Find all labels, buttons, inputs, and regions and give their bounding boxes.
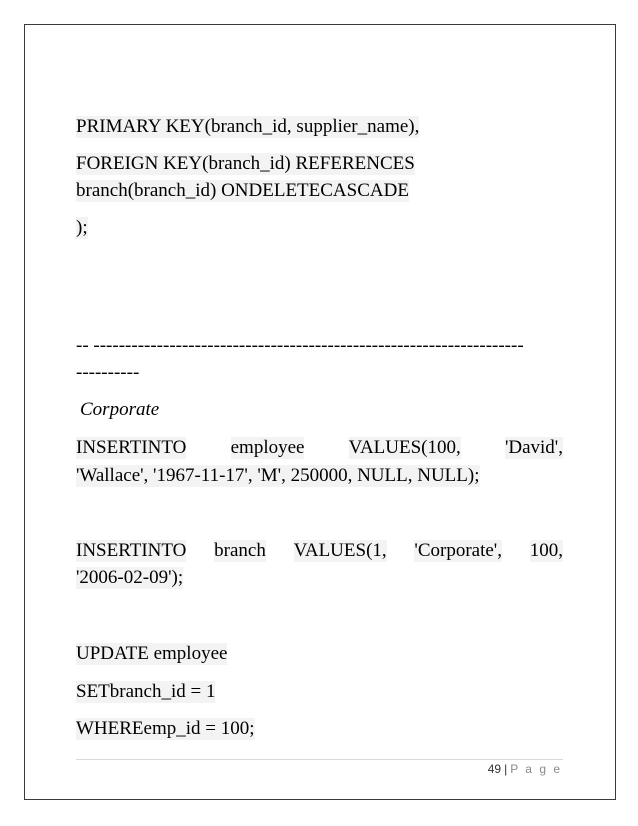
token: INSERTINTO: [76, 437, 187, 458]
sql-where-line: WHEREemp_id = 100;: [76, 718, 255, 739]
comment-divider-line: -- --------------------------------------------------------------------: [76, 335, 524, 356]
token: 100,: [529, 540, 563, 561]
sql-update-line: UPDATE employee: [76, 643, 228, 664]
page-number: 49: [487, 762, 502, 776]
sql-close-paren-line: );: [76, 217, 88, 238]
comment-divider-continuation: ----------: [76, 362, 140, 383]
token: employee: [230, 437, 305, 458]
footer-divider: [76, 759, 563, 760]
token: 'David',: [504, 437, 563, 458]
sql-insert-branch-date: '2006-02-09');: [76, 567, 184, 588]
page-label: P a g e: [510, 762, 562, 776]
token: 'Corporate',: [414, 540, 502, 561]
sql-primary-key-line: PRIMARY KEY(branch_id, supplier_name),: [76, 116, 420, 137]
token: branch: [214, 540, 266, 561]
section-heading-corporate: Corporate: [80, 399, 160, 420]
token: VALUES(100,: [348, 437, 461, 458]
token: VALUES(1,: [293, 540, 387, 561]
sql-insert-employee-values: 'Wallace', '1967-11-17', 'M', 250000, NULL, NULL);: [76, 465, 480, 486]
footer-separator: |: [504, 762, 508, 776]
token: INSERTINTO: [76, 540, 187, 561]
sql-insert-branch-line: [76, 540, 563, 562]
sql-set-line: SETbranch_id = 1: [76, 681, 216, 702]
sql-references-line: branch(branch_id) ONDELETECASCADE: [76, 180, 409, 201]
page-footer: [488, 762, 562, 777]
sql-insert-employee-line: [76, 437, 563, 459]
sql-foreign-key-line: FOREIGN KEY(branch_id) REFERENCES: [76, 153, 415, 174]
